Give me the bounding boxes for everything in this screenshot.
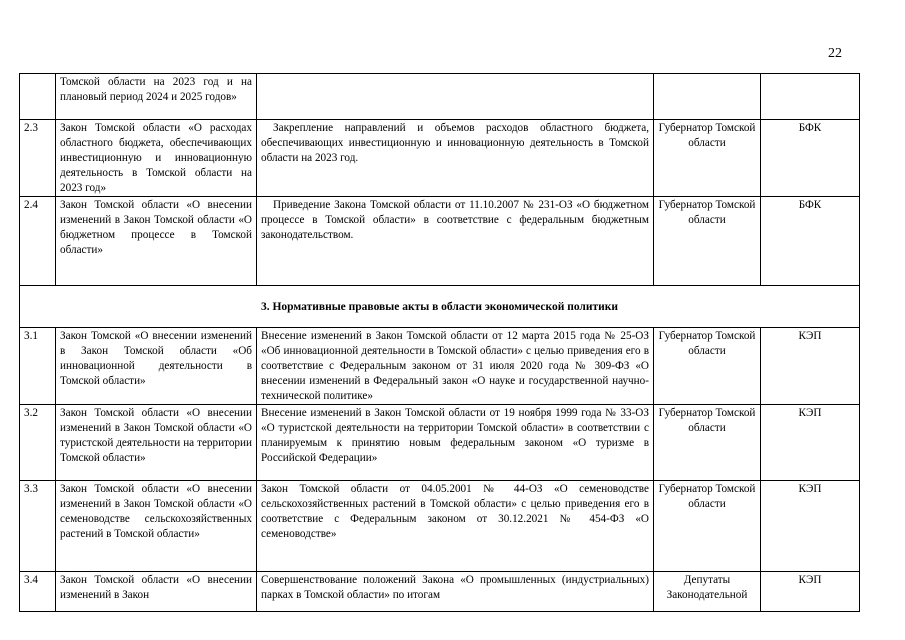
row-title: Закон Томской области «О внесении изменений в Закон Томской области «О туристской деятельности на территории Томской области» — [56, 405, 257, 481]
row-number: 3.4 — [20, 572, 56, 612]
section-heading-row — [20, 286, 860, 328]
row-responsible: Губернатор Томской области — [654, 481, 761, 572]
row-number: 2.4 — [20, 197, 56, 286]
row-title: Закон Томской области «О внесении изменений в Закон Томской области «О семеноводстве сельскохозяйственных растений в Томской области» — [56, 481, 257, 572]
page-number: 22 — [828, 46, 842, 61]
row-number: 3.2 — [20, 405, 56, 481]
section-heading: 3. Нормативные правовые акты в области экономической политики — [20, 286, 860, 328]
row-number: 2.3 — [20, 120, 56, 197]
row-title: Закон Томской «О внесении изменений в Закон Томской области «Об инновационной деятельности в Томской области» — [56, 328, 257, 405]
table-row — [20, 74, 860, 120]
row-committee — [761, 74, 860, 120]
row-content: Внесение изменений в Закон Томской области от 12 марта 2015 года № 25-ОЗ «Об инновационной деятельности в Томской области» с целью приведения его в соответствие с Федеральным законом от 31 июля 2020 года № 309-ФЗ «О внесении изменений в Федеральный закон «О науке и государственной научно-технической политике» — [257, 328, 654, 405]
row-responsible: Губернатор Томской области — [654, 405, 761, 481]
row-responsible: Губернатор Томской области — [654, 197, 761, 286]
row-responsible: Губернатор Томской области — [654, 120, 761, 197]
row-title: Закон Томской области «О внесении изменений в Закон — [56, 572, 257, 612]
table-row — [20, 328, 860, 405]
row-committee: КЭП — [761, 405, 860, 481]
row-content: Внесение изменений в Закон Томской области от 19 ноября 1999 года № 33-ОЗ «О туристской деятельности на территории Томской области» в соответствии с планируемым к принятию новым федеральным законом «О туризме в Российской Федерации» — [257, 405, 654, 481]
table-row — [20, 481, 860, 572]
legislation-plan-table — [19, 73, 860, 612]
row-committee: КЭП — [761, 328, 860, 405]
row-committee: КЭП — [761, 481, 860, 572]
row-content — [257, 74, 654, 120]
row-responsible — [654, 74, 761, 120]
table-row — [20, 572, 860, 612]
row-content: Приведение Закона Томской области от 11.10.2007 № 231-ОЗ «О бюджетном процессе в Томской области» в соответствие с федеральным бюджетным законодательством. — [257, 197, 654, 286]
row-title: Закон Томской области «О расходах областного бюджета, обеспечивающих инвестиционную и инновационную деятельность в Томской области на 2023 год» — [56, 120, 257, 197]
row-content: Совершенствование положений Закона «О промышленных (индустриальных) парках в Томской области» по итогам — [257, 572, 654, 612]
row-content: Закон Томской области от 04.05.2001 № 44-ОЗ «О семеноводстве сельскохозяйственных растений в Томской области» с целью приведения его в соответствие с Федеральным законом от 30.12.2021 № 454-ФЗ «О семеноводстве» — [257, 481, 654, 572]
row-content: Закрепление направлений и объемов расходов областного бюджета, обеспечивающих инвестиционную и инновационную деятельность в Томской области на 2023 год. — [257, 120, 654, 197]
row-title: Закон Томской области «О внесении изменений в Закон Томской области «О бюджетном процессе в Томской области» — [56, 197, 257, 286]
row-number: 3.1 — [20, 328, 56, 405]
row-responsible: Депутаты Законодательной — [654, 572, 761, 612]
table-row — [20, 120, 860, 197]
row-responsible: Губернатор Томской области — [654, 328, 761, 405]
row-committee: КЭП — [761, 572, 860, 612]
row-committee: БФК — [761, 120, 860, 197]
row-number: 3.3 — [20, 481, 56, 572]
table-row — [20, 197, 860, 286]
table-row — [20, 405, 860, 481]
row-title: Томской области на 2023 год и на плановый период 2024 и 2025 годов» — [56, 74, 257, 120]
row-committee: БФК — [761, 197, 860, 286]
row-number — [20, 74, 56, 120]
